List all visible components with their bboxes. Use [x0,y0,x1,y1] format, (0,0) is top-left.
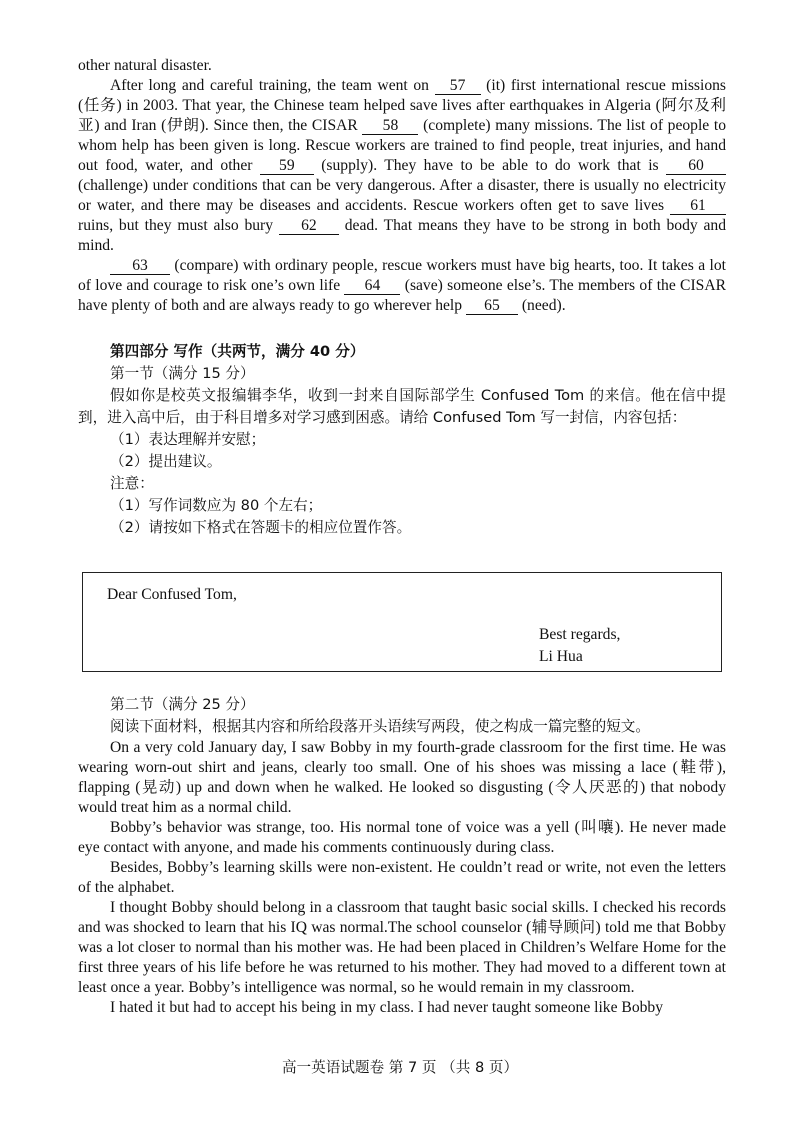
text-run: dead. That means they have to be strong in both body and mind. [78,217,727,254]
note-item: （1）写作词数应为 80 个左右； [110,497,323,514]
story-paragraph: I thought Bobby should belong in a classroom that taught basic social skills. I checked his records and was shocked to learn that his IQ was normal.The school counselor (辅导顾问) told me that Bobby was a lot closer to normal than his mother was. He had been placed in Children’s Welfare Home for the first three years of his life before he was returned to his mother. They had moved to a different town at least once a year. Bobby’s intelligence was normal, so he would remain in my classroom. [78,899,726,996]
blank-61: 61 [670,197,726,215]
blank-58: 58 [362,117,418,135]
blank-64: 64 [344,277,400,295]
section-1-item: （2）提出建议。 [110,453,222,470]
letter-format-box [82,572,722,672]
blank-59: 59 [260,157,314,175]
text-run: (save) someone else’s. The members of the CISAR have plenty of both and are always ready to go wherever help [78,277,726,314]
continuation-writing-section [78,694,726,1018]
story-paragraph: I hated it but had to accept his being in my class. I had never taught someone like Bobby [110,999,664,1016]
text-run: (compare) with ordinary people, rescue workers must have big hearts, too. It takes a lot of love and courage to risk one’s own life [78,257,726,294]
section-1-item: （1）表达理解并安慰； [110,431,266,448]
text-run: After long and careful training, the team went on [110,77,435,94]
story-paragraph: On a very cold January day, I saw Bobby in my fourth-grade classroom for the first time. He was wearing worn-out shirt and jeans, clearly too small. One of his shoes was missing a lace (鞋带), flapping (晃动) up and down when he walked. He looked so disgusting (令人厌恶的) that nobody would treat him as a normal child. [78,739,726,816]
blank-62: 62 [279,217,339,235]
text-run: ruins, but they must also bury [78,217,279,234]
writing-section [78,341,726,539]
page-footer: 高一英语试题卷 第 7 页 （共 8 页） [281,1059,519,1076]
part-title: 第四部分 写作（共两节，满分 40 分） [110,343,365,360]
text-run: (challenge) under conditions that can be very dangerous. After a disaster, there is usually no electricity or water, and there may be diseases and accidents. Rescue workers often get to save lives [78,177,726,214]
letter-closing: Best regards, [539,626,621,643]
passage-line-end: other natural disaster. [78,57,212,74]
story-paragraph: Bobby’s behavior was strange, too. His normal tone of voice was a yell (叫嚷). He never made eye contact with anyone, and made his comments continuously during class. [78,819,726,856]
section-2-prompt: 阅读下面材料，根据其内容和所给段落开头语续写两段，使之构成一篇完整的短文。 [110,718,650,735]
text-run: (it) first international rescue missions (任务) in 2003. That year, the Chinese team helped save lives after earthquakes in Algeria (阿尔及利亚) and Iran (伊朗). Since then, the CISAR [78,77,726,134]
text-run: (need). [517,297,566,314]
section-2-title: 第二节（满分 25 分） [110,696,255,713]
letter-signature: Li Hua [539,648,583,665]
section-1-title: 第一节（满分 15 分） [110,365,255,382]
blank-65: 65 [466,297,518,315]
letter-salutation: Dear Confused Tom, [107,586,237,603]
blank-60: 60 [666,157,726,175]
note-item: （2）请按如下格式在答题卡的相应位置作答。 [110,519,412,536]
passage-paragraph-3 [78,256,726,316]
note-title: 注意： [110,475,154,492]
section-1-prompt: 假如你是校英文报编辑李华，收到一封来自国际部学生 Confused Tom 的来信。他在信中提到，进入高中后，由于科目增多对学习感到困惑。请给 Confused Tom 写一封信，内容包括： [78,387,726,426]
text-run: (complete) many missions. The list of people to whom help has been given is long. Rescue workers are trained to find people, treat injuries, and hand out food, water, and other [78,117,727,174]
text-run: (supply). They have to be able to do work that is [313,157,667,174]
blank-57: 57 [435,77,481,95]
story-paragraph: Besides, Bobby’s learning skills were non-existent. He couldn’t read or write, not even the letters of the alphabet. [78,859,726,896]
passage-paragraph-2 [78,76,726,256]
blank-63: 63 [110,257,170,275]
passage-section [78,56,726,316]
